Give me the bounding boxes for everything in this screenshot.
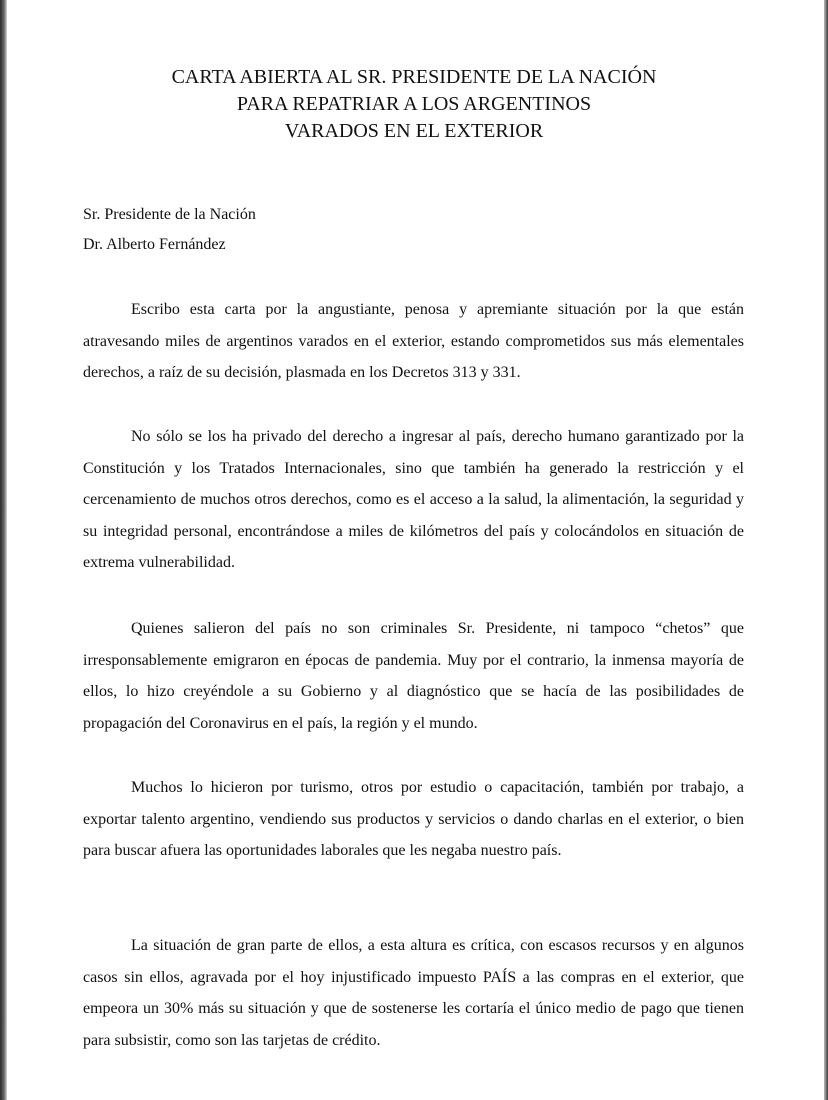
addressee-block	[83, 200, 256, 260]
title-line-3: VARADOS EN EL EXTERIOR	[284, 120, 544, 142]
addressee-line-1: Sr. Presidente de la Nación	[83, 206, 256, 223]
title-line-1: CARTA ABIERTA AL SR. PRESIDENTE DE LA NACIÓN	[171, 66, 657, 88]
body-paragraph-2: No sólo se los ha privado del derecho a ingresar al país, derecho humano garantizado por la Constitución y los Tratados Internacionales, sino que también ha generado la restricción y el cercenamiento de muchos otros derechos, como es el acceso a la salud, la alimentación, la seguridad y su integridad personal, encontrándose a miles de kilómetros del país y colocándolos en situación de extrema vulnerabilidad.	[83, 428, 744, 571]
body-paragraph-4: Muchos lo hicieron por turismo, otros por estudio o capacitación, también por trabajo, a exportar talento argentino, vendiendo sus productos y servicios o dando charlas en el exterior, o bien para buscar afuera las oportunidades laborales que les negaba nuestro país.	[83, 779, 744, 859]
addressee-line-2: Dr. Alberto Fernández	[83, 236, 226, 253]
body-paragraph-5: La situación de gran parte de ellos, a esta altura es crítica, con escasos recursos y en algunos casos sin ellos, agravada por el hoy injustificado impuesto PAÍS a las compras en el exterior, que empeora un 30% más su situación y que de sostenerse les cortaría el único medio de pago que tienen para subsistir, como son las tarjetas de crédito.	[83, 937, 744, 1049]
page-left-edge	[0, 0, 7, 1100]
letter-title	[0, 64, 828, 145]
body-paragraph-3: Quienes salieron del país no son criminales Sr. Presidente, ni tampoco “chetos” que irresponsablemente emigraron en épocas de pandemia. Muy por el contrario, la inmensa mayoría de ellos, lo hizo creyéndole a su Gobierno y al diagnóstico que se hacía de las posibilidades de propagación del Coronavirus en el país, la región y el mundo.	[83, 620, 744, 732]
body-paragraph-1: Escribo esta carta por la angustiante, penosa y apremiante situación por la que están atravesando miles de argentinos varados en el exterior, estando comprometidos sus más elementales derechos, a raíz de su decisión, plasmada en los Decretos 313 y 331.	[83, 301, 744, 381]
page-right-edge	[824, 0, 828, 1100]
title-line-2: PARA REPATRIAR A LOS ARGENTINOS	[236, 93, 592, 115]
